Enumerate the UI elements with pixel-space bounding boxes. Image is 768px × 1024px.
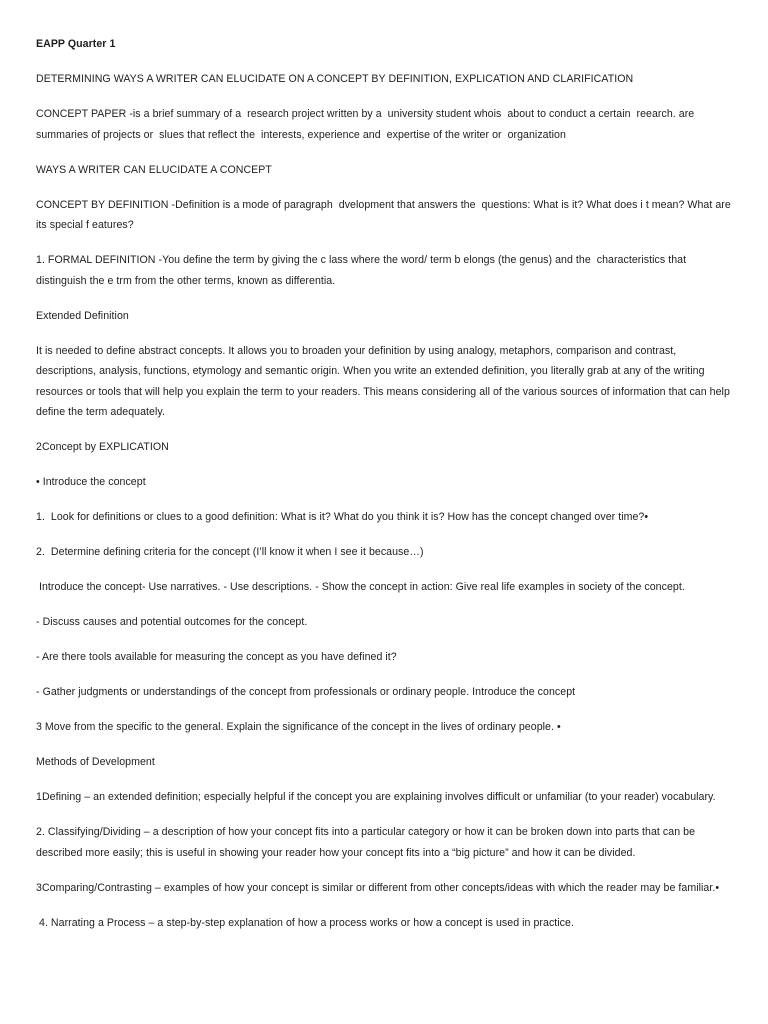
- heading-concept-by-explication: 2Concept by EXPLICATION: [36, 441, 169, 453]
- document-page: [36, 34, 736, 948]
- list-item-defining: 1Defining – an extended definition; especially helpful if the concept you are explaining involves difficult or unfamiliar (to your reader) vocabulary.: [36, 791, 716, 803]
- list-item-defining-criteria: 2. Determine defining criteria for the concept (I’ll know it when I see it because…): [36, 546, 424, 558]
- paragraph-concept-by-definition: CONCEPT BY DEFINITION -Definition is a mode of paragraph dvelopment that answers the questions: What is it? What does i t mean? What are its special f eatures?: [36, 198, 734, 231]
- paragraph-formal-definition: 1. FORMAL DEFINITION -You define the term by giving the c lass where the word/ term b elongs (the genus) and the characteristics that distinguish the e trm from the other terms, known as differentia.: [36, 254, 690, 287]
- list-item-introduce-concept: • Introduce the concept: [36, 476, 146, 488]
- heading-extended-definition: Extended Definition: [36, 309, 129, 322]
- list-item-classifying-dividing: 2. Classifying/Dividing – a description of how your concept fits into a particular category or how it can be broken down into parts that can be described more easily; this is useful in showing your reader how your concept fits into a “big picture” and how it can be divided.: [36, 826, 699, 859]
- document-title: EAPP Quarter 1: [36, 38, 116, 50]
- paragraph-extended-definition: It is needed to define abstract concepts. It allows you to broaden your definition by using analogy, metaphors, comparison and contrast, descriptions, analysis, functions, etymology and semantic origin. When you write an extended definition, you literally grab at any of the writing resources or tools that will help you explain the term to your readers. This means considering all of the various sources of information that can help define the term adequately.: [36, 344, 733, 418]
- heading-methods-of-development: Methods of Development: [36, 756, 155, 768]
- list-item-specific-to-general: 3 Move from the specific to the general. Explain the significance of the concept in the lives of ordinary people. •: [36, 721, 561, 733]
- heading-ways-to-elucidate: WAYS A WRITER CAN ELUCIDATE A CONCEPT: [36, 163, 272, 176]
- heading-determining-ways: DETERMINING WAYS A WRITER CAN ELUCIDATE ON A CONCEPT BY DEFINITION, EXPLICATION AND CLARIFICATION: [36, 73, 634, 85]
- list-item-narrating-process: 4. Narrating a Process – a step-by-step explanation of how a process works or how a concept is used in practice.: [36, 916, 574, 929]
- list-item-measuring-tools: - Are there tools available for measuring the concept as you have defined it?: [36, 651, 397, 663]
- list-item-look-for-definitions: 1. Look for definitions or clues to a good definition: What is it? What do you think it is? How has the concept changed over time?•: [36, 511, 649, 523]
- list-item-gather-judgments: - Gather judgments or understandings of the concept from professionals or ordinary people. Introduce the concept: [36, 686, 576, 698]
- paragraph-introduce-narratives: Introduce the concept- Use narratives. - Use descriptions. - Show the concept in action: Give real life examples in society of the concept.: [36, 581, 685, 593]
- paragraph-concept-paper: CONCEPT PAPER -is a brief summary of a research project written by a university student whois about to conduct a certain reearch. are summaries of projects or slues that reflect the interests, experience and expertise of the writer or organization: [36, 108, 698, 141]
- list-item-causes-outcomes: - Discuss causes and potential outcomes for the concept.: [36, 616, 308, 628]
- list-item-comparing-contrasting: 3Comparing/Contrasting – examples of how your concept is similar or different from other concepts/ideas with which the reader may be familiar.•: [36, 881, 720, 894]
